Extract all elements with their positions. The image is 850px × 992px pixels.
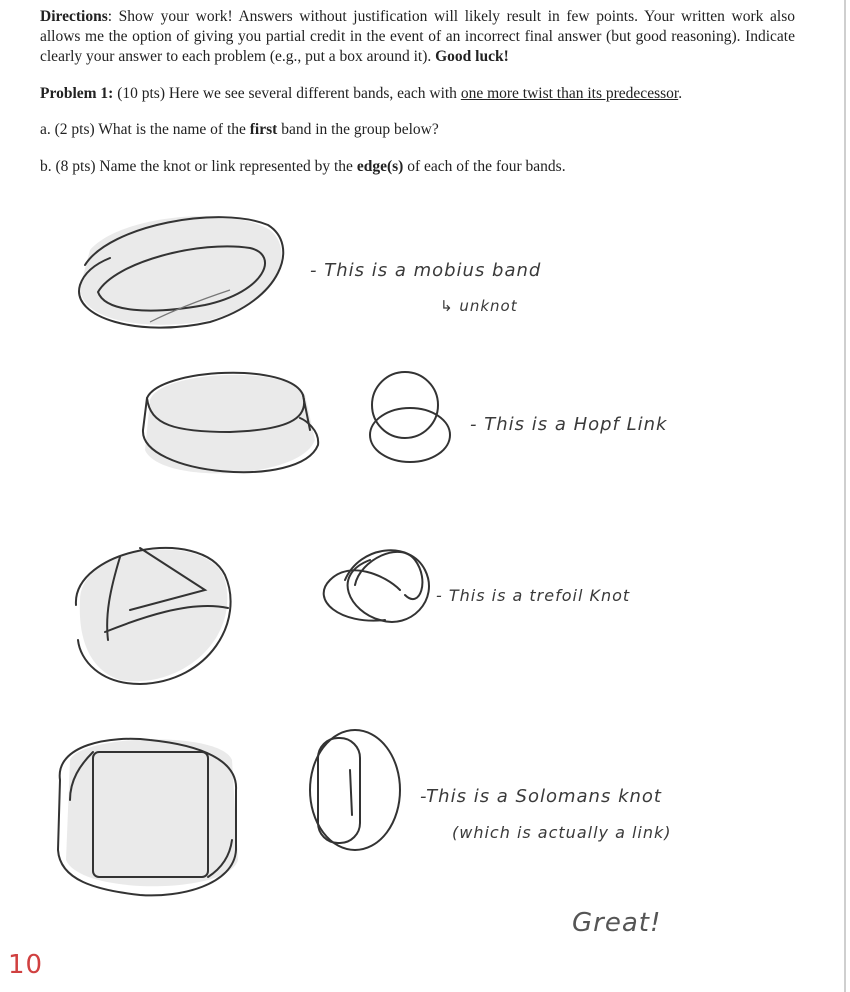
part-a-prefix: a. (2 pts) What is the name of the (40, 121, 246, 138)
score-mark: 10 (8, 950, 44, 980)
band-1-answer: - This is a mobius band (310, 260, 542, 281)
mobius-band-sketch (79, 216, 283, 328)
trefoil-knot-diagram (324, 550, 429, 622)
band-1-note: ↳ unknot (440, 297, 518, 315)
three-twist-band-sketch (76, 548, 231, 684)
solomons-knot-diagram (310, 730, 400, 850)
band-2-answer: - This is a Hopf Link (470, 414, 668, 435)
problem-underlined-text: one more twist than its predecessor (460, 85, 679, 102)
directions-label: Directions (40, 8, 108, 25)
part-b-suffix: of each of the four bands. (407, 158, 566, 175)
band-4-answer: -This is a Solomans knot (420, 786, 662, 807)
grader-feedback: Great! (572, 908, 662, 938)
four-twist-band-sketch (58, 739, 238, 896)
part-b-prefix: b. (8 pts) Name the knot or link represented by the (40, 158, 353, 175)
band-3-answer: - This is a trefoil Knot (436, 586, 631, 605)
directions-text: : Show your work! Answers without justification will likely result in few points. Your written work also allows me the option of giving you partial credit in the event of an incorrect final answer (but good reasoning). Indicate clearly your answer to each problem (e.g., put a box around it). (40, 8, 795, 65)
band-4-note: (which is actually a link) (452, 823, 672, 842)
part-b-bold: edge(s) (356, 158, 404, 175)
problem-text: Here we see several different bands, each with (168, 85, 457, 102)
scan-edge (844, 0, 846, 992)
problem-label: Problem 1: (40, 85, 114, 102)
problem-points: (10 pts) (117, 85, 165, 102)
hopf-link-diagram (370, 372, 450, 462)
problem-end: . (678, 85, 683, 102)
part-a-suffix: band in the group below? (281, 121, 439, 138)
two-twist-band-sketch (143, 373, 318, 474)
part-a-bold: first (249, 121, 278, 138)
good-luck-text: Good luck! (435, 48, 509, 65)
